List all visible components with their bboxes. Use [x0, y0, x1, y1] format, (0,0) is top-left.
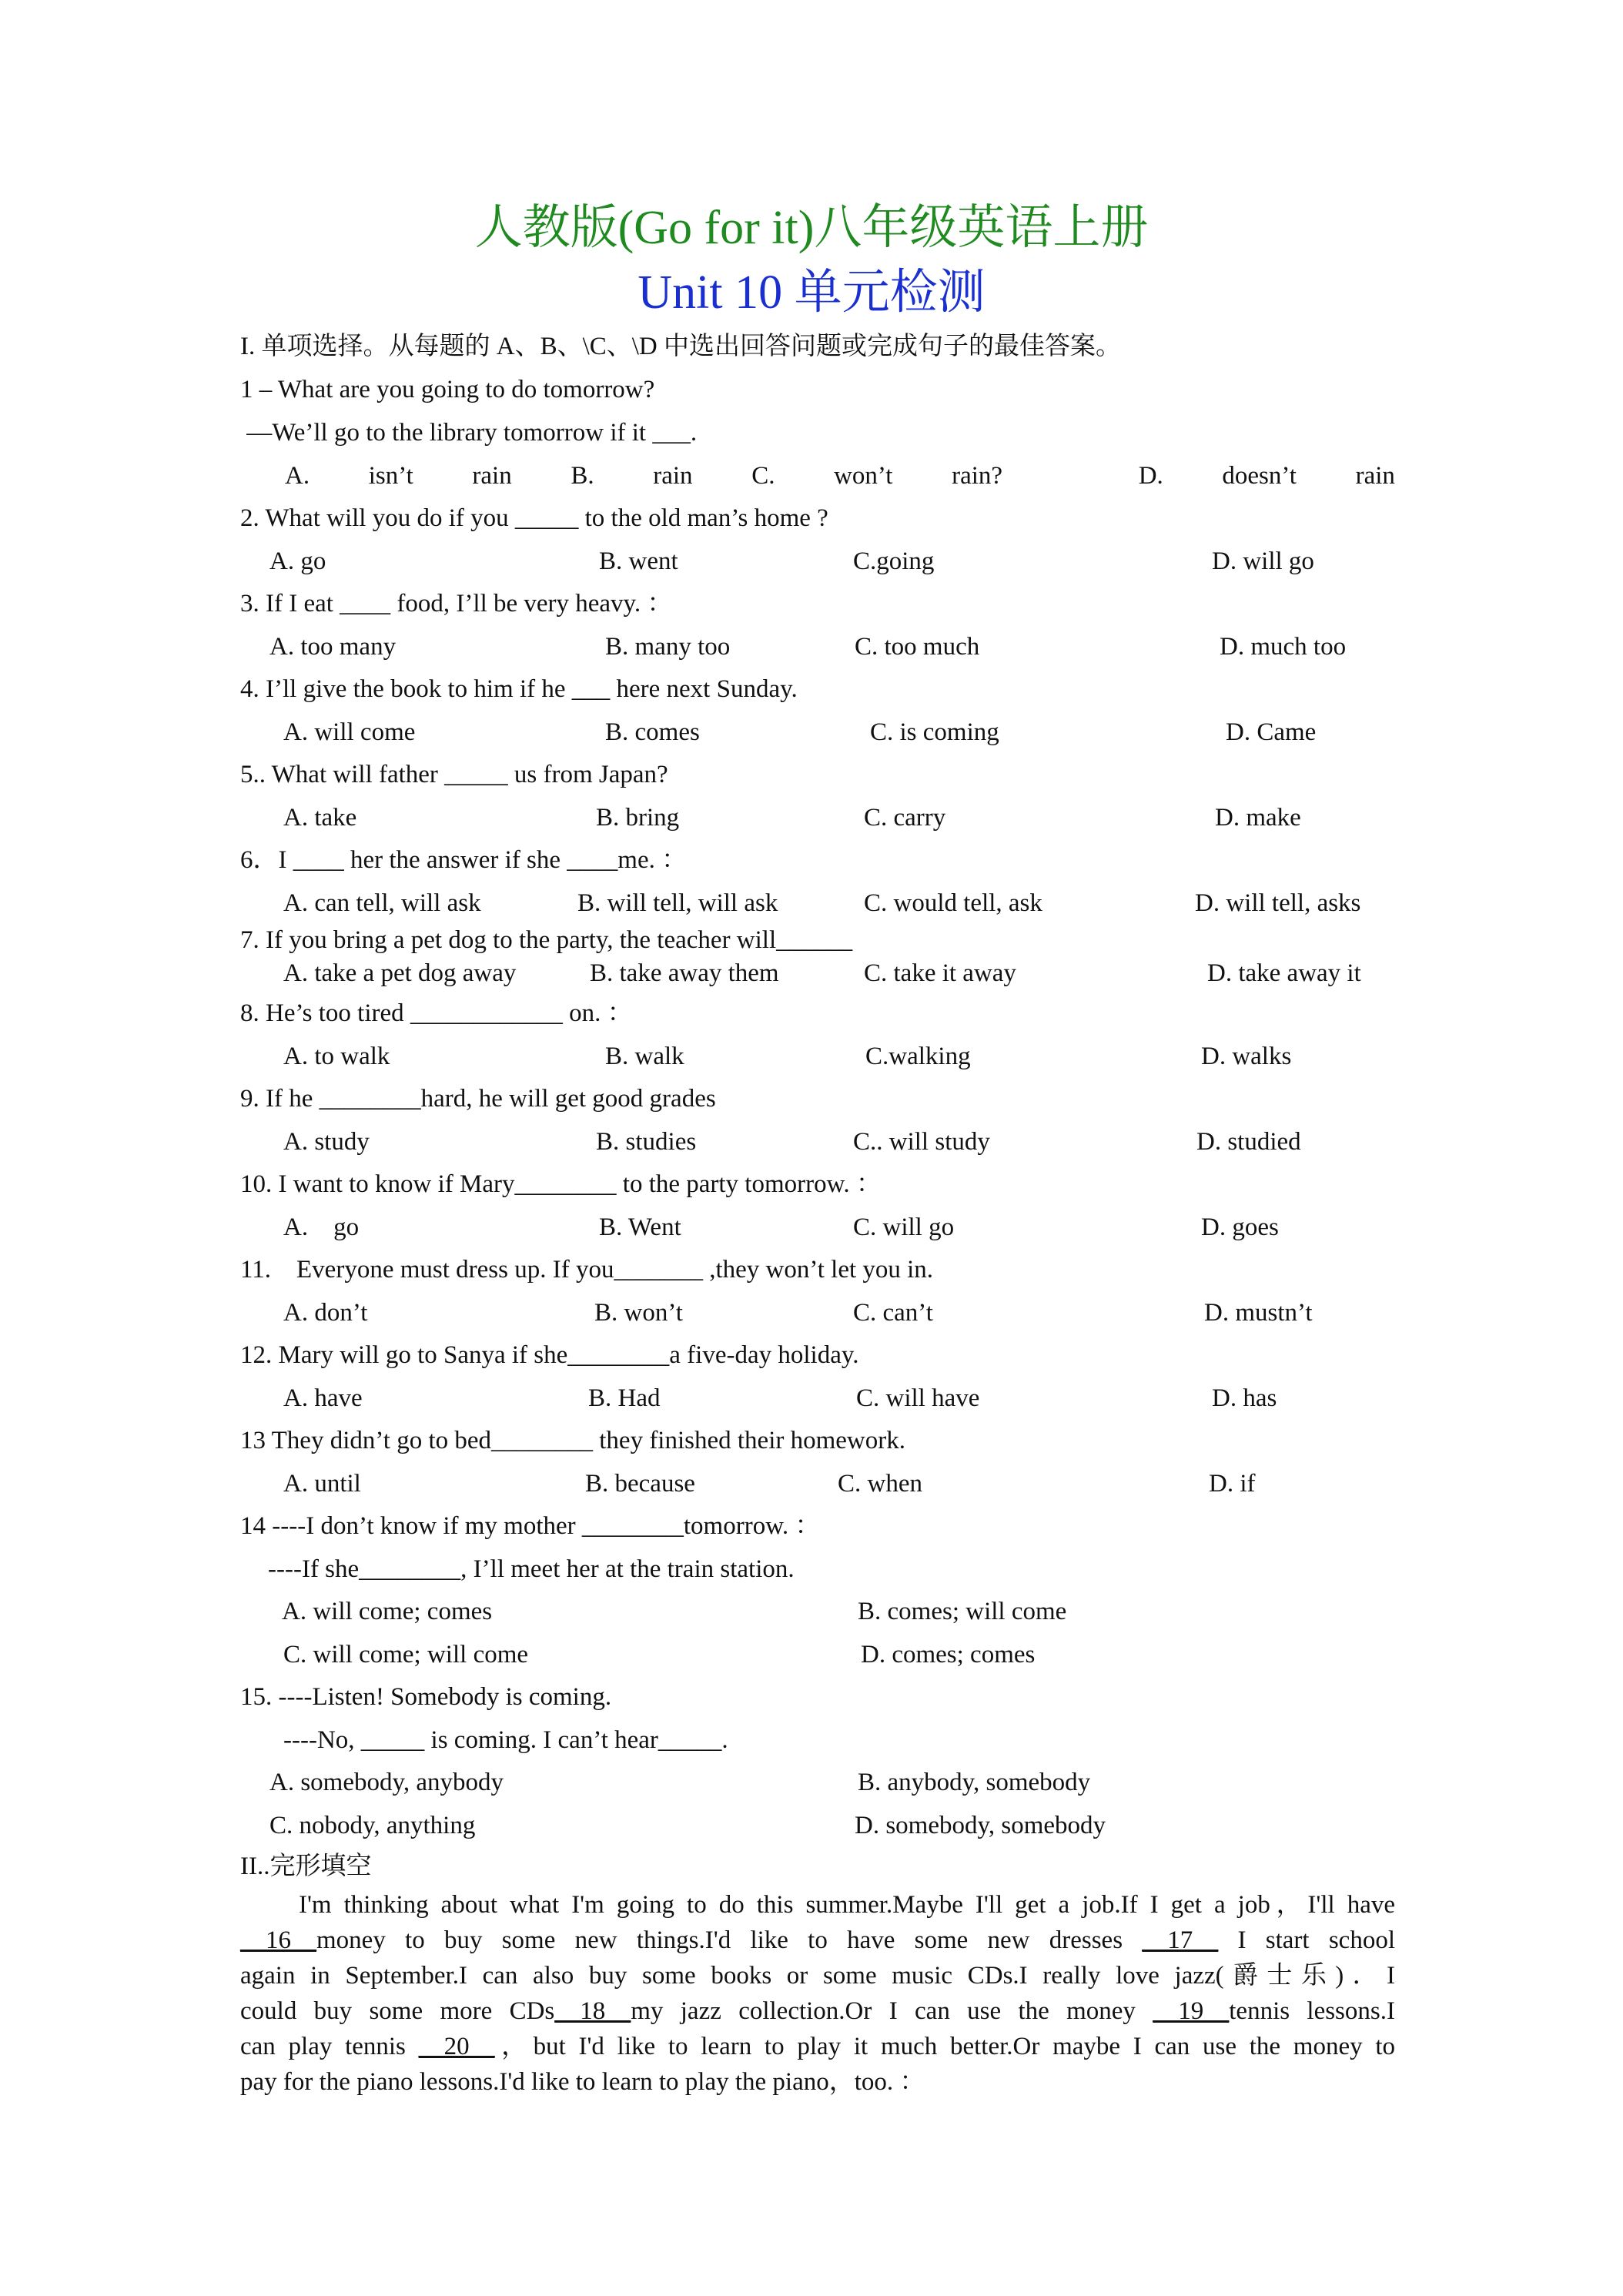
question-12-options [240, 1381, 1395, 1415]
option-b: B. anybody, somebody [858, 1769, 1091, 1796]
question-14-line-2: ----If she________, I’ll meet her at the train station. [268, 1555, 795, 1583]
option-b: B. studies [596, 1128, 697, 1156]
option-c: C. would tell, ask [864, 889, 1042, 917]
question-10: 10. I want to know if Mary________ to the party tomorrow. ： [240, 1170, 882, 1198]
option-c: C. will come; will come [283, 1641, 529, 1668]
option-d: D. make [1215, 804, 1301, 832]
option-c: C.walking [865, 1043, 971, 1070]
option-b: B. Had [588, 1384, 661, 1412]
question-7: 7. If you bring a pet dog to the party, the teacher will______ [240, 926, 853, 954]
option-c: C. is coming [870, 718, 999, 746]
option-c: C. nobody, anything [269, 1812, 476, 1839]
option-token: C. [751, 462, 775, 490]
option-b: B. many too [605, 633, 731, 661]
question-13-options [240, 1467, 1395, 1501]
option-d: D. has [1212, 1384, 1277, 1412]
blank-20: __20__ [418, 2033, 495, 2060]
option-token: D. [1138, 462, 1163, 490]
option-a: A. can tell, will ask [283, 889, 481, 917]
option-b: B. will tell, will ask [577, 889, 778, 917]
option-a: A. don’t [283, 1299, 368, 1327]
option-b: B. Went [599, 1213, 681, 1241]
question-8-options [240, 1039, 1395, 1073]
question-9-options [240, 1125, 1395, 1159]
option-a: A. go [269, 547, 326, 575]
question-14-options-row-2 [240, 1638, 1395, 1672]
document-subtitle: Unit 10 单元检测 [637, 266, 986, 319]
option-d: D. if [1209, 1470, 1256, 1498]
option-d: D. much too [1220, 633, 1347, 661]
option-a: A. go [283, 1213, 360, 1241]
option-token: rain [1355, 462, 1395, 490]
passage-line: can play tennis __20__，but I'd like to learn to play it much better.Or maybe I can use the money to [240, 2033, 1395, 2060]
question-2-options [240, 544, 1395, 578]
section2-heading: II..完形填空 [240, 1853, 372, 1880]
option-token: doesn’t [1222, 462, 1297, 490]
question-10-options [240, 1210, 1395, 1244]
option-d: D. studied [1196, 1128, 1301, 1156]
option-a: A. take [283, 804, 357, 832]
question-15-options-row-1 [240, 1766, 1395, 1799]
question-13: 13 They didn’t go to bed________ they finished their homework. [240, 1427, 905, 1454]
passage-line: I'm thinking about what I'm going to do this summer.Maybe I'll get a job.If I get a job，I'll have [299, 1891, 1395, 1919]
question-1-line-2: —We’ll go to the library tomorrow if it ___. [240, 419, 698, 447]
passage-line: could buy some more CDs__18__my jazz collection.Or I can use the money __19__tennis lessons.I [240, 1997, 1395, 2025]
question-4-options [240, 715, 1395, 749]
option-c: C. carry [864, 804, 946, 832]
option-a: A. study [283, 1128, 370, 1156]
blank-16: __16__ [240, 1926, 316, 1954]
option-d: D. take away it [1207, 959, 1361, 987]
option-a: A. have [283, 1384, 363, 1412]
question-15-options-row-2 [240, 1809, 1395, 1842]
option-c: C.going [853, 547, 935, 575]
option-token: won’t [834, 462, 893, 490]
question-11-options [240, 1296, 1395, 1330]
question-15-line-2: ----No, _____ is coming. I can’t hear_____. [283, 1726, 728, 1754]
option-c: C.. will study [853, 1128, 990, 1156]
option-token: rain? [952, 462, 1003, 490]
option-c: C. take it away [864, 959, 1016, 987]
passage-line: again in September.I can also buy some books or some music CDs.I really love jazz(爵士乐)．I [240, 1962, 1395, 1990]
option-c: C. too much [855, 633, 980, 661]
option-c: C. when [838, 1470, 922, 1498]
option-b: B. won’t [594, 1299, 683, 1327]
option-d: D. walks [1201, 1043, 1292, 1070]
option-a: A. until [283, 1470, 361, 1498]
blank-19: __19__ [1153, 1997, 1230, 2025]
option-c: C. will have [856, 1384, 980, 1412]
question-8: 8. He’s too tired ____________ on. ： [240, 999, 633, 1027]
question-3-options [240, 630, 1395, 664]
passage-line: __16__money to buy some new things.I'd like to have some new dresses __17__ I start school [240, 1926, 1395, 1954]
option-b: B. walk [605, 1043, 684, 1070]
question-14-line-1: 14 ----I don’t know if my mother ________tomorrow. ： [240, 1512, 821, 1540]
option-b: B. went [599, 547, 678, 575]
option-b: B. comes [605, 718, 700, 746]
option-b: B. because [585, 1470, 695, 1498]
question-1-line-1: 1 – What are you going to do tomorrow? [240, 376, 655, 403]
option-a: A. somebody, anybody [269, 1769, 504, 1796]
option-token: isn’t [368, 462, 413, 490]
option-c: C. will go [853, 1213, 955, 1241]
option-token: rain [472, 462, 512, 490]
option-a: A. will come [283, 718, 416, 746]
option-d: D. will tell, asks [1195, 889, 1361, 917]
section1-heading: I. 单项选择。从每题的 A、B、\C、\D 中选出回答问题或完成句子的最佳答案。 [240, 333, 1122, 360]
question-3: 3. If I eat ____ food, I’ll be very heavy. ： [240, 590, 673, 618]
option-a: A. take a pet dog away [283, 959, 517, 987]
question-7-options [240, 956, 1395, 990]
question-4: 4. I’ll give the book to him if he ___ here next Sunday. [240, 675, 798, 703]
option-a: A. too many [269, 633, 397, 661]
option-d: D. somebody, somebody [855, 1812, 1106, 1839]
question-5-options [240, 801, 1395, 835]
question-15-line-1: 15. ----Listen! Somebody is coming. [240, 1683, 612, 1711]
option-d: D. comes; comes [861, 1641, 1036, 1668]
option-a: A. will come; comes [282, 1598, 493, 1625]
question-9: 9. If he ________hard, he will get good grades [240, 1085, 716, 1113]
blank-18: __18__ [554, 1997, 631, 2025]
option-b: B. bring [596, 804, 680, 832]
cloze-passage [240, 1887, 1395, 2100]
option-b: B. comes; will come [858, 1598, 1067, 1625]
option-a: A. to walk [283, 1043, 390, 1070]
option-d: D. will go [1212, 547, 1314, 575]
question-2: 2. What will you do if you _____ to the old man’s home ? [240, 504, 828, 532]
option-b: B. take away them [590, 959, 779, 987]
question-6-options [240, 886, 1395, 920]
question-6: 6．I ____ her the answer if she ____me. ： [240, 846, 688, 874]
option-token: rain [653, 462, 693, 490]
question-1-options [285, 459, 1395, 493]
option-d: D. goes [1201, 1213, 1279, 1241]
option-d: D. mustn’t [1204, 1299, 1313, 1327]
document-title: 人教版(Go for it)八年级英语上册 [474, 202, 1149, 254]
question-11: 11. Everyone must dress up. If you_______ ,they won’t let you in. [240, 1256, 934, 1284]
option-token: B. [571, 462, 594, 490]
option-d: D. Came [1226, 718, 1317, 746]
question-14-options-row-1 [240, 1595, 1395, 1628]
option-c: C. can’t [853, 1299, 933, 1327]
option-token: A. [285, 462, 310, 490]
question-5: 5.. What will father _____ us from Japan? [240, 761, 668, 788]
question-12: 12. Mary will go to Sanya if she________a five-day holiday. [240, 1341, 859, 1369]
blank-17: __17__ [1142, 1926, 1219, 1954]
passage-line: pay for the piano lessons.I'd like to learn to play the piano，too. ： [240, 2068, 925, 2096]
